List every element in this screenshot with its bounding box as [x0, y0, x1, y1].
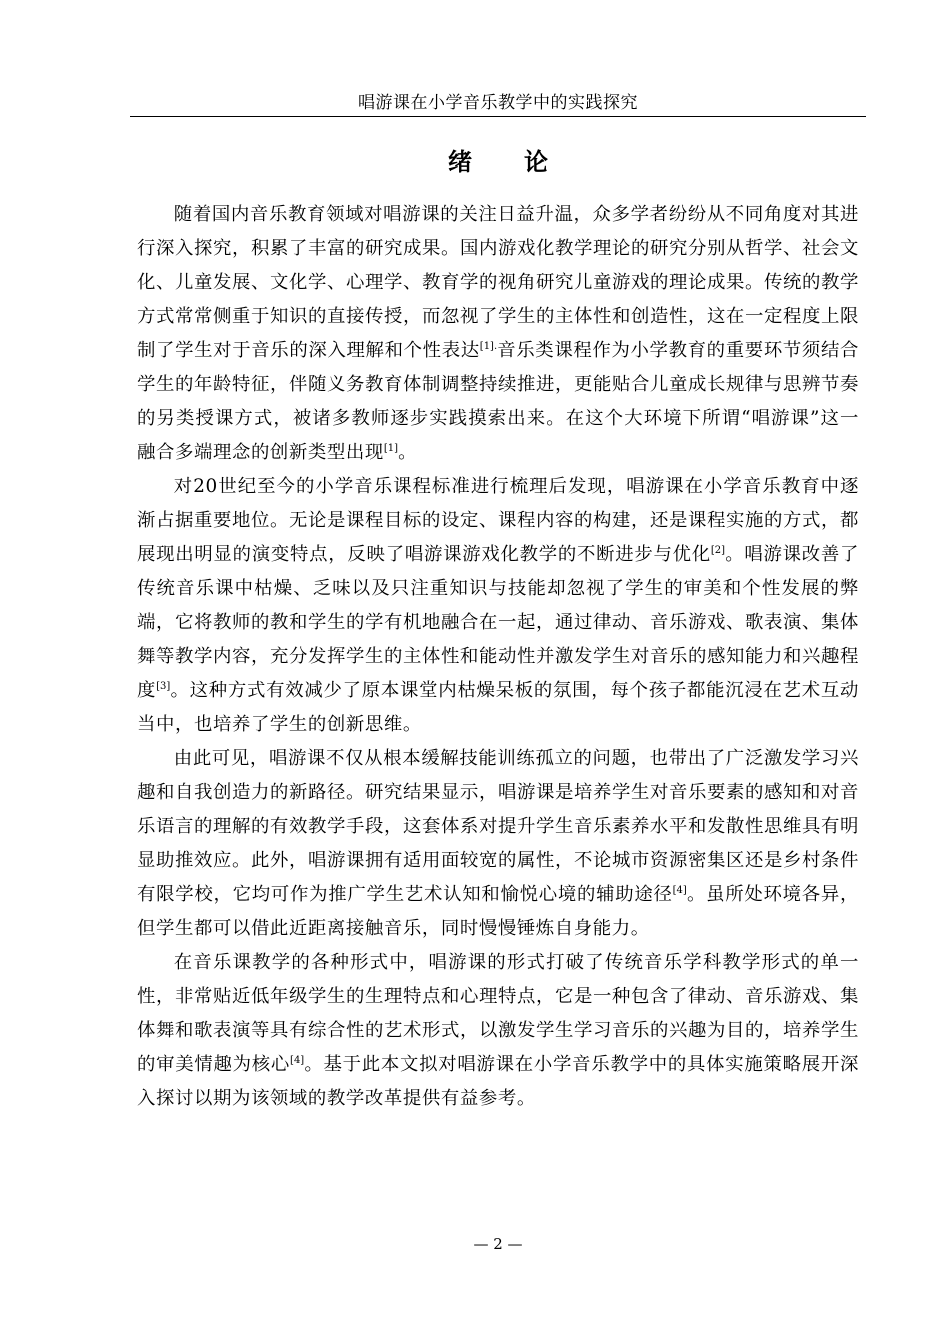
running-header: 唱游课在小学音乐教学中的实践探究 [358, 93, 638, 113]
paragraph-2 [137, 470, 859, 742]
citation-ref: [4] [290, 1055, 305, 1066]
paragraph-text: 。 [398, 442, 418, 463]
citation-ref: [4] [672, 885, 687, 896]
paragraph-text: 音乐类课程作为小学教育的重要环节须结合学生的年龄特征，伴随义务教育体制调整持续推进，更能贴合儿童成长规律与思辨节奏的另类授课方式，被诸多教师逐步实践摸索出来。在这个大环境下所谓“唱游课”这一融合多端理念的创新类型出现 [137, 340, 859, 463]
paragraph-1 [137, 198, 859, 470]
paragraph-text: 。唱游课改善了传统音乐课中枯燥、乏味以及只注重知识与技能却忽视了学生的审美和个性发展的弊端，它将教师的教和学生的学有机地融合在一起，通过律动、音乐游戏、歌表演、集体舞等教学内容，充分发挥学生的主体性和能动性并激发学生对音乐的感知能力和兴趣程度 [137, 544, 859, 701]
section-title-char-2: 论 [524, 148, 548, 176]
paragraph-text: 由此可见，唱游课不仅从根本缓解技能训练孤立的问题，也带出了广泛激发学习兴趣和自我创造力的新路径。研究结果显示，唱游课是培养学生对音乐要素的感知和对音乐语言的理解的有效教学手段，这套体系对提升学生音乐素养水平和发散性思维具有明显助推效应。此外，唱游课拥有适用面较宽的属性，不论城市资源密集区还是乡村条件有限学校，它均可作为推广学生艺术认知和愉悦心境的辅助途径 [137, 748, 859, 905]
citation-ref: [3] [156, 681, 171, 692]
section-title [130, 142, 866, 182]
citation-ref: [2] [710, 545, 726, 556]
paragraph-4 [137, 946, 859, 1116]
paragraph-text: 对20世纪至今的小学音乐课程标准进行梳理后发现，唱游课在小学音乐教育中逐渐占据重要地位。无论是课程目标的设定、课程内容的构建，还是课程实施的方式，都展现出明显的演变特点，反映了唱游课游戏化教学的不断进步与优化 [137, 476, 859, 565]
body-text [137, 198, 859, 1116]
citation-ref: [1] [383, 443, 399, 454]
section-title-char-1: 绪 [448, 148, 472, 176]
paragraph-text: 随着国内音乐教育领域对唱游课的关注日益升温，众多学者纷纷从不同角度对其进行深入探究，积累了丰富的研究成果。国内游戏化教学理论的研究分别从哲学、社会文化、儿童发展、文化学、心理学、教育学的视角研究儿童游戏的理论成果。传统的教学方式常常侧重于知识的直接传授，而忽视了学生的主体性和创造性，这在一定程度上限制了学生对于音乐的深入理解和个性表达 [137, 204, 859, 361]
paragraph-3 [137, 742, 859, 946]
paragraph-text: 。这种方式有效减少了原本课堂内枯燥呆板的氛围，每个孩子都能沉浸在艺术互动当中，也培养了学生的创新思维。 [137, 680, 859, 735]
paragraph-text: 。虽所处环境各异，但学生都可以借此近距离接触音乐，同时慢慢锤炼自身能力。 [137, 884, 859, 939]
citation-ref: [1]. [479, 341, 498, 352]
page-number: — 2 — [473, 1235, 523, 1253]
header-rule [130, 116, 866, 117]
paragraph-text: 在音乐课教学的各种形式中，唱游课的形式打破了传统音乐学科教学形式的单一性，非常贴近低年级学生的生理特点和心理特点，它是一种包含了律动、音乐游戏、集体舞和歌表演等具有综合性的艺术形式，以激发学生学习音乐的兴趣为目的，培养学生的审美情趣为核心 [137, 952, 859, 1075]
paragraph-text: 。基于此本文拟对唱游课在小学音乐教学中的具体实施策略展开深入探讨以期为该领域的教学改革提供有益参考。 [137, 1054, 859, 1109]
